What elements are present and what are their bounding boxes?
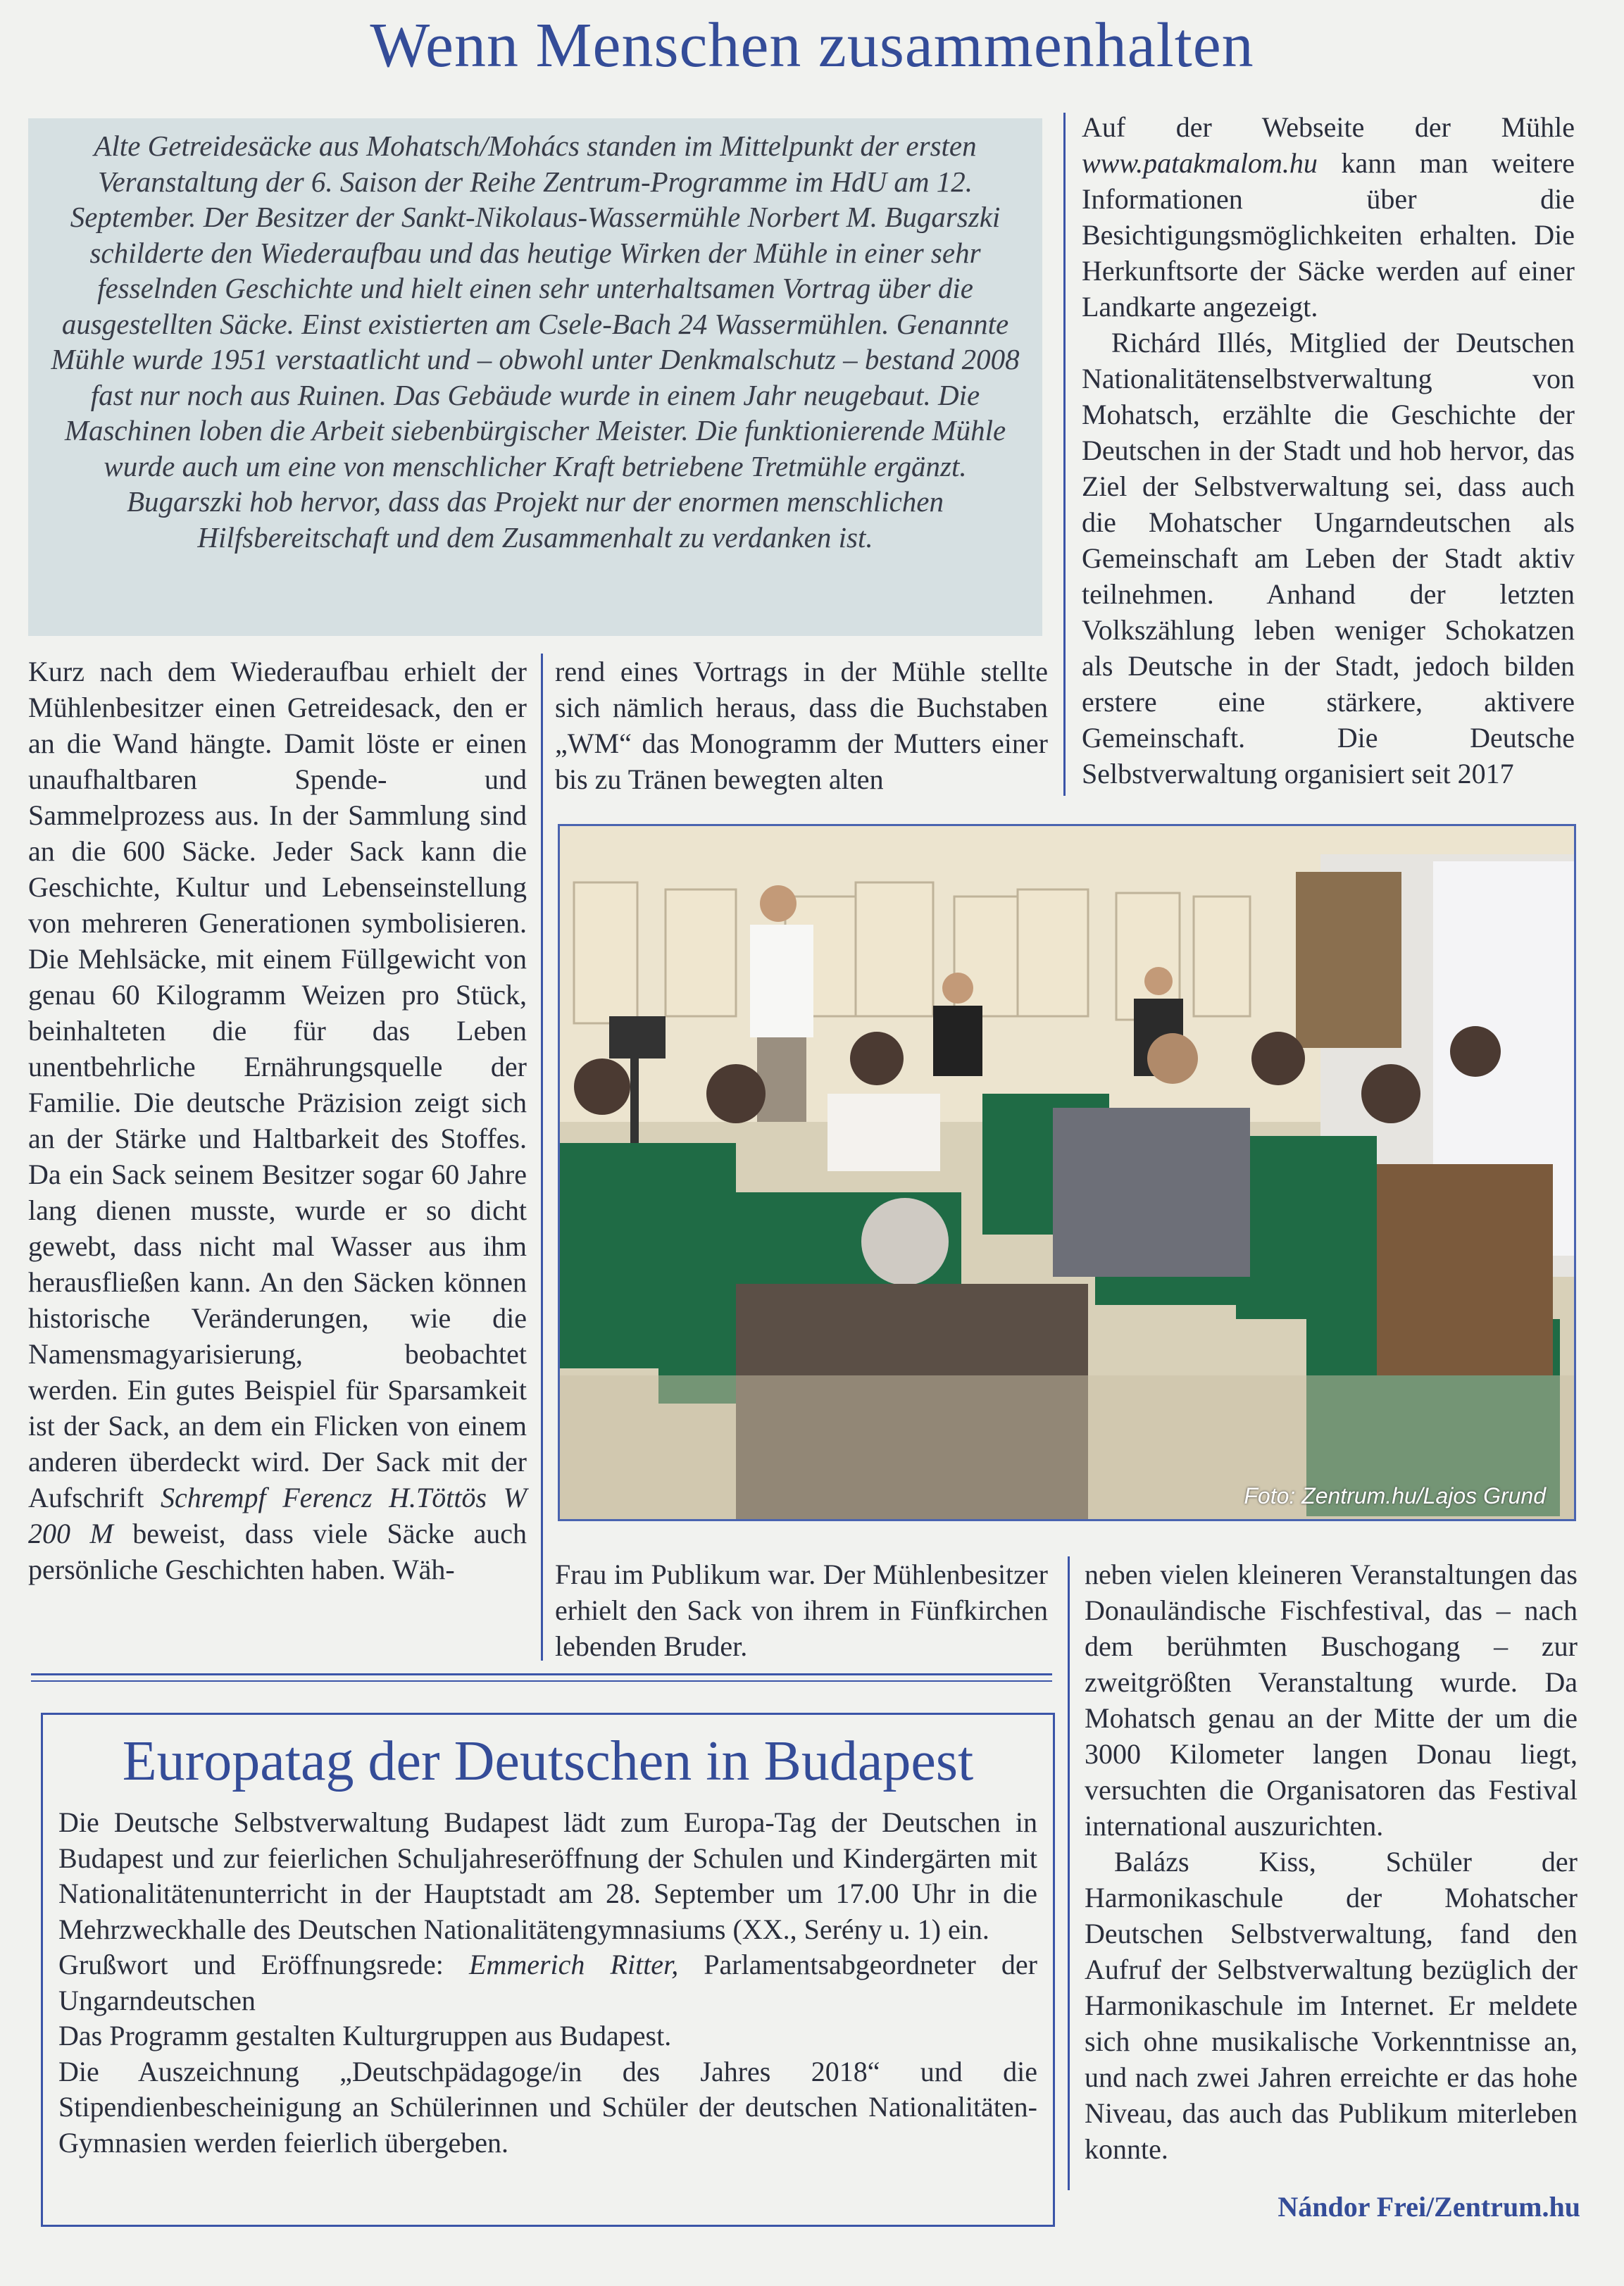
event-photo [558,824,1576,1521]
column-2-top [555,654,1048,797]
column-3-text: Auf der Webseite der Mühle [1082,111,1575,143]
column-1-text-end: beweist, dass viele Säcke auch persönliche Geschichten haben. Wäh- [28,1518,527,1585]
column-3-bottom-paragraph-1: neben vielen kleineren Veranstaltungen das Donauländische Fischfestival, das – nach dem berühmten Buschogang – zur zweitgrößten Veranstaltung wurde. Da Mohatsch genau an der Mitte der um die 3000 Kilometer langen Donau liegt, versuchten die Organisatoren das Festival international auszurichten. [1085,1559,1578,1842]
photo-credit: Foto: Zentrum.hu/Lajos Grund [1244,1483,1546,1509]
column-2-bottom-paragraph: Frau im Publikum war. Der Mühlenbesitzer erhielt den Sack von ihrem in Fünfkirchen lebenden Bruder. [555,1559,1048,1662]
speaker-name: Emmerich Ritter, [469,1949,679,1980]
section-divider [31,1673,1052,1675]
column-1 [28,654,527,1587]
column-3-top [1082,109,1575,792]
column-2-bottom [555,1556,1048,1664]
europatag-paragraph-4: Die Auszeichnung „Deutschpädagoge/in des Jahres 2018“ und die Stipendienbescheinigung an Schülerinnen und Schüler der deutschen Nationalitäten-Gymnasien werden feierlich übergeben. [58,2055,1037,2159]
column-3-bottom-paragraph-2: Balázs Kiss, Schüler der Harmonikaschule der Mohatscher Deutschen Selbstverwaltung, fand den Aufruf der Selbstverwaltung bezüglich der Harmonikaschule im Internet. Er meldete sich ohne musikalische Vorkenntnisse an, und nach zwei Jahren erreichte er das hohe Niveau, das auch das Publikum miterleben konnte. [1085,1846,1578,2165]
column-3-paragraph-1 [1082,109,1575,325]
europatag-box [41,1713,1055,2227]
article-headline: Wenn Menschen zusammenhalten [370,11,1254,80]
europatag-greeting-label: Grußwort und Eröffnungsrede: [58,1949,470,1980]
column-divider-2 [1063,113,1066,796]
column-2-top-paragraph: rend eines Vortrags in der Mühle stellte sich nämlich heraus, dass die Buchstaben „WM“ das Monogramm der Mutters einer bis zu Tränen bewegten alten [555,656,1048,795]
lead-summary-box [28,118,1042,636]
lead-summary-text: Alte Getreidesäcke aus Mohatsch/Mohács standen im Mittelpunkt der ersten Veranstaltung der 6. Saison der Reihe Zentrum-Programme im HdU am 12. September. Der Besitzer der Sankt-Nikolaus-Wassermühle Norbert M. Bugarszki schilderte den Wiederaufbau und das heutige Wirken der Mühle in einer sehr fesselnden Geschichte und hielt einen sehr unterhaltsamen Vortrag über die ausgestellten Säcke. Einst existierten am Csele-Bach 24 Wassermühlen. Genannte Mühle wurde 1951 verstaatlicht und – obwohl unter Denkmalschutz – bestand 2008 fast nur noch aus Ruinen. Das Gebäude wurde in einem Jahr neugebaut. Die Maschinen loben die Arbeit siebenbürgischer Meister. Die funktionierende Mühle wurde auch um eine von menschlicher Kraft betriebene Tretmühle ergänzt. Bugarszki hob hervor, dass das Projekt nur der enormen menschlichen Hilfsbereitschaft und dem Zusammenhalt zu verdanken ist. [51,130,1020,554]
europatag-title: Europatag der Deutschen in Budapest [122,1730,974,1792]
section-divider-2 [31,1680,1052,1682]
website-link[interactable]: www.patakmalom.hu [1082,147,1318,179]
column-1-paragraph [28,654,527,1587]
europatag-paragraph-2 [58,1947,1037,2018]
event-photo-image [560,826,1574,1519]
author-byline: Nándor Frei/Zentrum.hu [1278,2191,1580,2223]
europatag-paragraph-1: Die Deutsche Selbstverwaltung Budapest lädt zum Europa-Tag der Deutschen in Budapest und zur feierlichen Schuljahreseröffnung der Schulen und Kindergärten mit Nationalitätenunterricht in der Hauptstadt am 28. September um 17.00 Uhr in die Mehrzweckhalle des Deutschen Nationalitätengymnasiums (XX., Serény u. 1) ein. [58,1806,1037,1945]
sack-inscription: Schrempf Ferencz H.Töttös W 200 M [28,1482,527,1549]
column-3-paragraph-2: Richárd Illés, Mitglied der Deutschen Nationalitätenselbstverwaltung von Mohatsch, erzählte die Geschichte der Deutschen in der Stadt und hob hervor, das Ziel der Selbstverwaltung sei, dass auch die Mohatscher Ungarndeutschen als Gemeinschaft am Leben der Stadt aktiv teilnehmen. Anhand der letzten Volkszählung leben weniger Schokatzen als Deutsche in der Stadt, jedoch bilden erstere eine stärkere, aktivere Gemeinschaft. Die Deutsche Selbstverwaltung organisiert seit 2017 [1082,327,1575,789]
europatag-paragraph-3: Das Programm gestalten Kulturgruppen aus Budapest. [58,2020,672,2051]
column-3-text-end: kann man weitere Informationen über die Besichtigungsmöglichkeiten erhalten. Die Herkunftsorte der Säcke werden auf einer Landkarte angezeigt. [1082,147,1575,323]
column-divider-3 [1068,1556,1070,2190]
column-1-text: Kurz nach dem Wiederaufbau erhielt der Mühlenbesitzer einen Getreidesack, den er an die Wand hängte. Damit löste er einen unaufhaltbaren Spende- und Sammelprozess aus. In der Sammlung sind an die 600 Säcke. Jeder Sack kann die Geschichte, Kultur und Lebenseinstellung von mehreren Generationen symbolisieren. Die Mehlsäcke, mit einem Füllgewicht von genau 60 Kilogramm Weizen pro Stück, beinhalteten die für das Leben unentbehrliche Ernährungsquelle der Familie. Die deutsche Präzision zeigt sich an der Stärke und Haltbarkeit des Stoffes. Da ein Sack seinem Besitzer sogar 60 Jahre lang dienen musste, wurde er so dicht gewebt, dass nicht mal Wasser aus ihm herausfließen kann. An den Säcken können historische Veränderungen, wie die Namensmagyarisierung, beobachtet werden. Ein gutes Beispiel für Sparsamkeit ist der Sack, an dem ein Flicken von einem anderen überdeckt wird. Der Sack mit der Aufschrift [28,656,527,1513]
column-divider-1 [541,654,543,1661]
column-3-bottom [1085,1556,1578,2167]
speaker-role: Parlamentsabgeordneter der Ungarndeutschen [58,1949,1037,2016]
